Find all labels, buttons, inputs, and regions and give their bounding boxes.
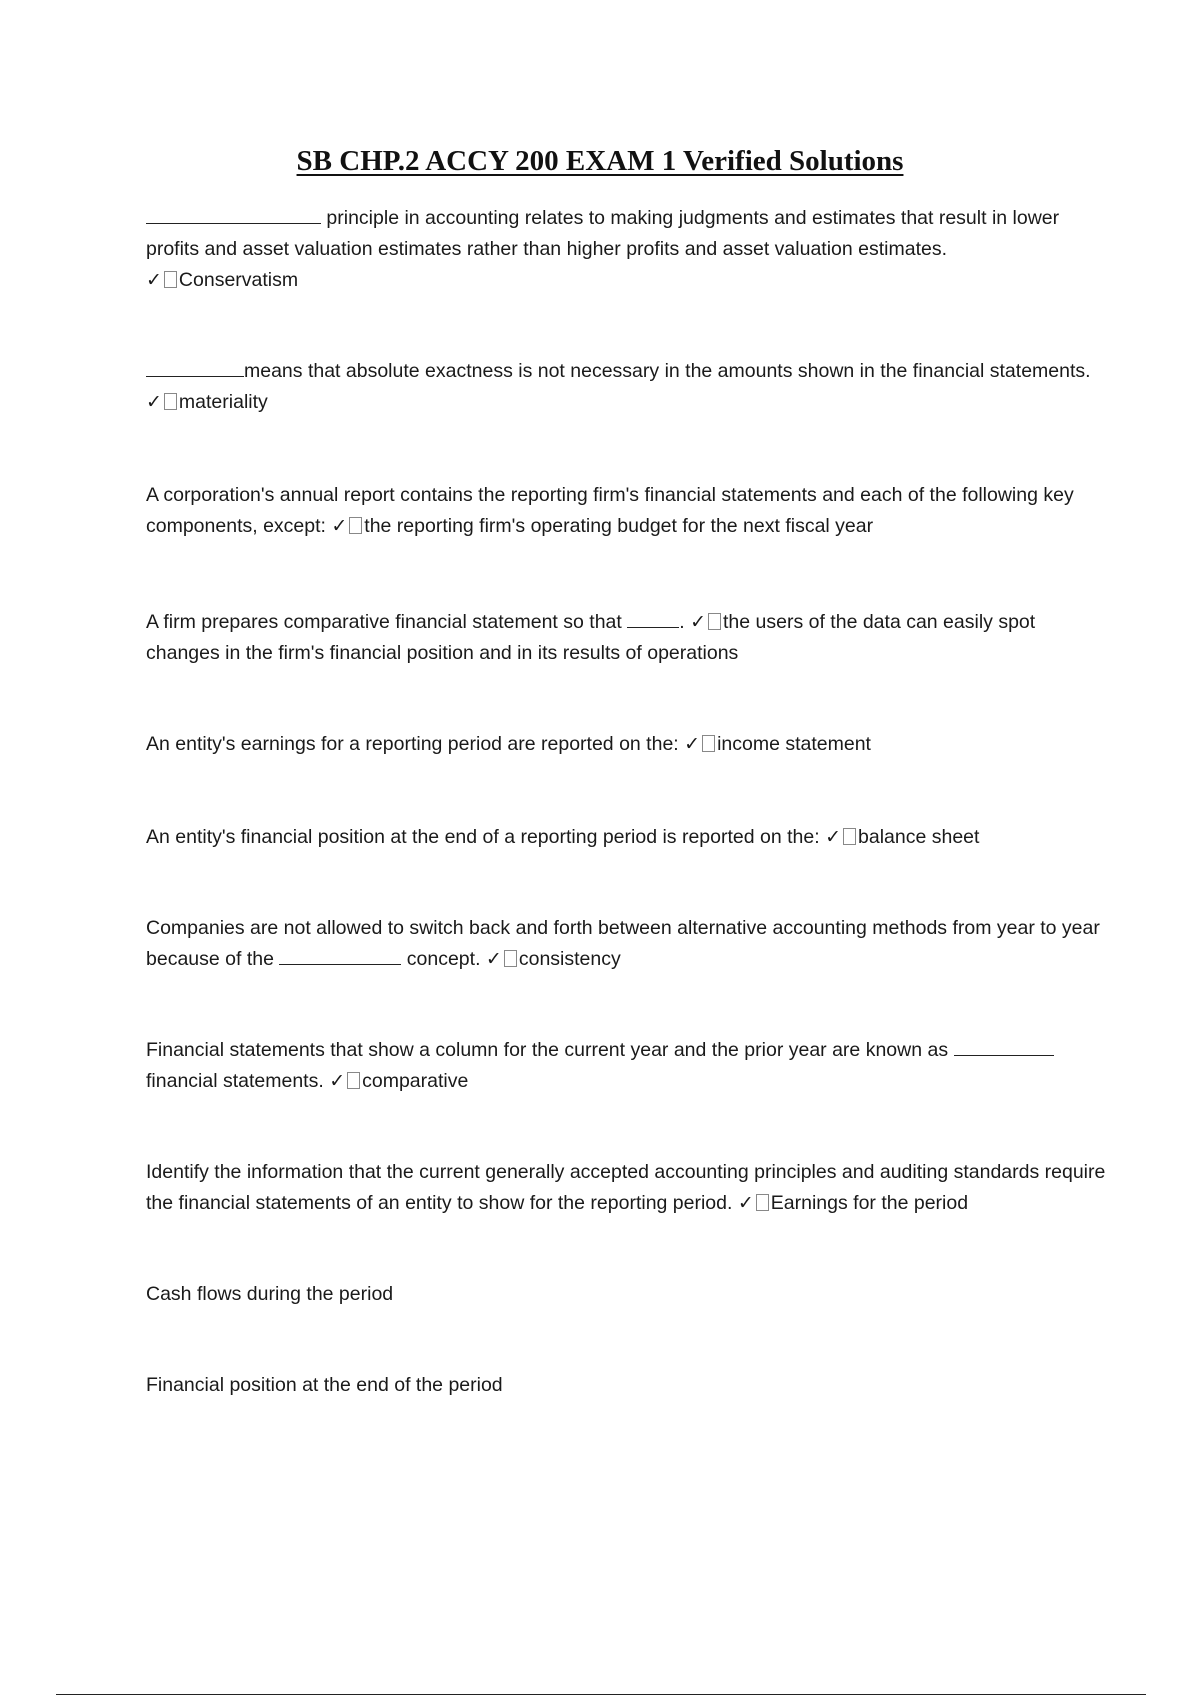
answer-continuation-financial-position: Financial position at the end of the period (146, 1374, 503, 1396)
question-annual-report: A corporation's annual report contains the reporting firm's financial statements and each of the following key components, except: ✓ the reporting firm's operating budget for the next fiscal year (146, 484, 1074, 537)
missing-glyph-box (504, 950, 517, 967)
answer-text: comparative (362, 1070, 469, 1092)
check-icon: ✓ (825, 826, 841, 848)
page-bottom-rule (56, 1694, 1146, 1695)
page-title: SB CHP.2 ACCY 200 EXAM 1 Verified Solutions (296, 145, 904, 177)
check-icon: ✓ (690, 611, 706, 633)
question-required-information: Identify the information that the current generally accepted accounting principles and auditing standards require the financial statements of an entity to show for the reporting period. ✓ Earnings for the period (146, 1161, 1106, 1214)
missing-glyph-box (164, 393, 177, 410)
check-icon: ✓ (485, 948, 502, 970)
question-list (146, 203, 1106, 1401)
check-icon: ✓ (331, 515, 348, 537)
missing-glyph-box (708, 613, 721, 630)
answer-text: income statement (717, 733, 871, 755)
question-conservatism: principle in accounting relates to making judgments and estimates that result in lower profits and asset valuation estimates rather than higher profits and asset valuation estimates. ✓ Conservatism (146, 207, 1060, 291)
missing-glyph-box (756, 1194, 769, 1211)
answer-blank (627, 609, 679, 628)
answer-blank (954, 1037, 1054, 1056)
answer-blank (146, 205, 321, 224)
question-comparative: Financial statements that show a column for the current year and the prior year are known as financial statements. ✓ comparative (146, 1035, 1106, 1097)
answer-text: balance sheet (858, 826, 980, 848)
missing-glyph-box (164, 271, 177, 288)
answer-text: Earnings for the period (770, 1192, 969, 1214)
missing-glyph-box (347, 1072, 360, 1089)
missing-glyph-box (843, 828, 856, 845)
missing-glyph-box (702, 735, 715, 752)
check-icon: ✓ (684, 733, 701, 755)
question-earnings-statement: An entity's earnings for a reporting period are reported on the: ✓ income statement (146, 733, 871, 755)
answer-blank (146, 358, 244, 377)
check-icon: ✓ (329, 1070, 346, 1092)
answer-text: materiality (178, 391, 268, 413)
question-consistency: Companies are not allowed to switch back and forth between alternative accounting methods from year to year because of the concept. ✓ consistency (146, 917, 1100, 970)
check-icon: ✓ (146, 269, 162, 291)
answer-text: the users of the data can easily spot changes in the firm's financial position and in its results of operations (146, 611, 1036, 664)
answer-text: Conservatism (178, 269, 299, 291)
missing-glyph-box (349, 517, 362, 534)
answer-blank (279, 946, 401, 965)
check-icon: ✓ (737, 1192, 754, 1214)
question-financial-position: An entity's financial position at the end of a reporting period is reported on the: ✓ balance sheet (146, 826, 980, 848)
question-comparative-purpose: A firm prepares comparative financial statement so that . ✓ the users of the data can easily spot changes in the firm's financial position and in its results of operations (146, 611, 1036, 664)
answer-text: the reporting firm's operating budget for the next fiscal year (364, 515, 874, 537)
answer-text: consistency (518, 948, 621, 970)
question-materiality: means that absolute exactness is not necessary in the amounts shown in the financial statements. ✓ materiality (146, 360, 1091, 413)
check-icon: ✓ (146, 391, 162, 413)
answer-continuation-cash-flows: Cash flows during the period (146, 1283, 394, 1305)
